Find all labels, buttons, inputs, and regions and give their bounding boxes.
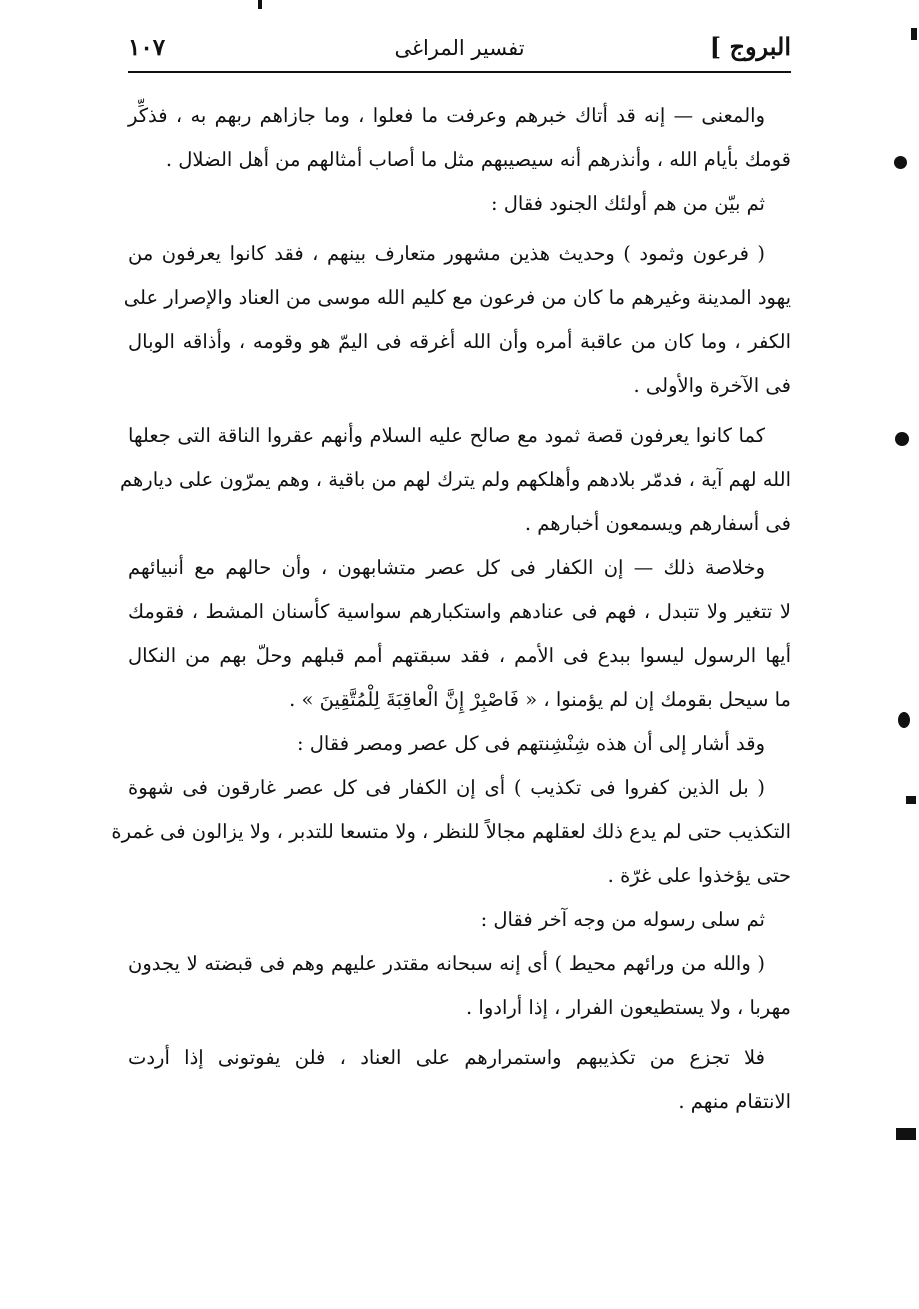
text-line: الله لهم آية ، فدمّر بلادهم وأهلكهم ولم يترك لهم من باقية ، وهم يمرّون على ديارهم <box>120 468 791 491</box>
paragraph <box>123 232 791 408</box>
paragraph <box>128 942 791 1030</box>
text-line: ( بل الذين كفروا فى تكذيب ) أى إن الكفار فى كل عصر غارقون فى شهوة <box>128 776 765 799</box>
text-line: ما سيحل بقومك إن لم يؤمنوا ، « فَاصْبِرْ إِنَّ الْعاقِبَةَ لِلْمُتَّقِينَ » . <box>289 688 791 711</box>
paragraph <box>128 94 791 182</box>
paragraph <box>128 1036 791 1124</box>
paragraph <box>128 898 791 942</box>
text-line: فى أسفارهم ويسمعون أخبارهم . <box>524 512 791 535</box>
scan-mark <box>258 0 262 9</box>
header-rule <box>128 71 791 73</box>
book-title: تفسير المراغى <box>394 36 525 60</box>
paragraph <box>128 182 791 226</box>
text-line: والمعنى — إنه قد أتاك خبرهم وعرفت ما فعلوا ، وما جازاهم ربهم به ، فذكِّر <box>128 104 765 127</box>
text-line: يهود المدينة وغيرهم ما كان من فرعون مع كليم الله موسى من العناد والإصرار على <box>123 286 791 309</box>
text-line: الكفر ، وما كان من عاقبة أمره وأن الله أغرقه فى اليمّ هو وقومه ، وأذاقه الوبال <box>128 330 791 353</box>
running-header <box>128 30 791 72</box>
text-line: مهربا ، ولا يستطيعون الفرار ، إذا أرادوا . <box>466 996 791 1019</box>
text-line: وقد أشار إلى أن هذه شِنْشِنتهم فى كل عصر ومصر فقال : <box>296 732 765 755</box>
scan-mark <box>898 712 910 728</box>
body-text <box>111 94 791 1124</box>
paragraph <box>120 414 791 546</box>
text-line: التكذيب حتى لم يدع ذلك لعقلهم مجالاً للنظر ، ولا متسعا للتدبر ، ولا يزالون فى غمرة <box>111 820 791 843</box>
text-line: وخلاصة ذلك — إن الكفار فى كل عصر متشابهون ، وأن حالهم مع أنبيائهم <box>128 556 765 579</box>
paragraph <box>111 766 791 898</box>
text-line: لا تتغير ولا تتبدل ، فهم فى عنادهم واستكبارهم سواسية كأسنان المشط ، فقومك <box>128 600 791 623</box>
text-line: حتى يؤخذوا على غرّة . <box>607 864 791 887</box>
paragraph <box>128 546 791 722</box>
text-line: ( فرعون وثمود ) وحديث هذين مشهور متعارف بينهم ، فقد كانوا يعرفون من <box>128 242 765 265</box>
text-line: ( والله من ورائهم محيط ) أى إنه سبحانه مقتدر عليهم وهم فى قبضته لا يجدون <box>128 952 765 975</box>
text-line: فى الآخرة والأولى . <box>633 374 791 397</box>
scan-mark <box>911 28 917 40</box>
text-line: أيها الرسول ليسوا ببدع فى الأمم ، فقد سبقتهم أمم قبلهم وحلّ بهم من النكال <box>128 644 791 667</box>
scan-mark <box>895 432 909 446</box>
text-line: قومك بأيام الله ، وأنذرهم أنه سيصيبهم مثل ما أصاب أمثالهم من أهل الضلال . <box>165 148 791 171</box>
scan-mark <box>896 1128 916 1140</box>
text-line: فلا تجزع من تكذيبهم واستمرارهم على العناد ، فلن يفوتونى إذا أردت <box>128 1046 765 1069</box>
text-line: ثم بيّن من هم أولئك الجنود فقال : <box>490 192 765 215</box>
scan-mark <box>894 156 907 169</box>
paragraph <box>128 722 791 766</box>
text-line: كما كانوا يعرفون قصة ثمود مع صالح عليه السلام وأنهم عقروا الناقة التى جعلها <box>128 424 765 447</box>
text-line: الانتقام منهم . <box>678 1090 791 1113</box>
chapter-name: البروج ] <box>709 32 791 61</box>
text-line: ثم سلى رسوله من وجه آخر فقال : <box>480 908 765 931</box>
page-number: ١٠٧ <box>128 34 166 61</box>
scan-mark <box>906 796 916 804</box>
